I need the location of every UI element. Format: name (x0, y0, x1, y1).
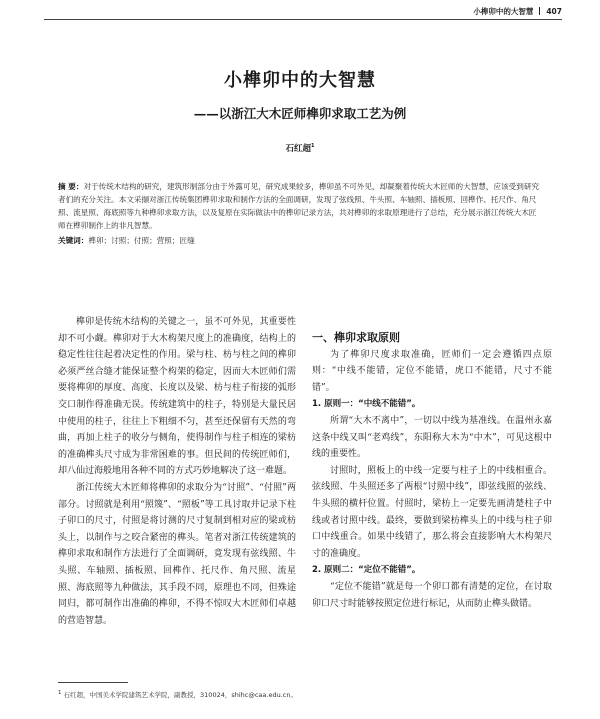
section-heading: 一、榫卯求取原则 (312, 331, 400, 344)
footnote (58, 690, 538, 699)
keywords-label: 关键词： (58, 236, 89, 245)
abstract-label: 摘 要： (58, 182, 84, 191)
abstract-text: 对于传统木结构的研究，建筑形制部分由于外露可见，研究成果较多，榫卯虽不可外见，却凝聚着传统大木匠师的大智慧，应该受到研究者们的充分关注。本文采撷对浙江传统集团榫卯求取和制作方法的全面调研，发现了弦线照、牛头照、车轴照、插板照、回榫作、托尺作、角尺照、流星照、海底照等九种榫卯求取方法，以及复原在实际做法中的榫卯记录方法，共对榫卯的求取原理进行了总结，充分展示浙江传统大木匠师在榫卯制作上的非凡智慧。 (58, 182, 540, 230)
author-line (0, 142, 600, 154)
running-head-title: 小榫卯中的大智慧 (473, 7, 534, 16)
author-name: 石红超 (285, 144, 312, 154)
body-paragraph: 为了榫卯尺度求取准确，匠师们一定会遵循四点原则：“中线不能错，定位不能错，虎口不能错，尺寸不能错”。 (312, 349, 552, 393)
body-paragraph: 所谓“大木不离中”，一切以中线为基准线。在温州永嘉这条中线又叫“老鸡线”，东阳称大木为“中木”，可见这根中线的重要性。 (312, 415, 552, 460)
keywords-text: 榫卯；讨照；付照；营照；匠缝 (88, 236, 195, 245)
footnote-rule (58, 682, 128, 683)
body-paragraph: 浙江传统大木匠师将榫卯的求取分为“讨照”、“付照”两部分。讨照就是利用“照篾”、“照板”等工具讨取并记录下柱子卯口的尺寸，付照是将讨测的尺寸复制到相对应的梁或枋头上，以制作与之咬合紧密的榫头。笔者对浙江传统建筑的榫卯求取和制作方法进行了全面调研，竟发现有弦线照、牛头照、车轴照、插板照、回榫作、托尺作、角尺照、流星照、海底照等九种做法，其手段不同，原理也不同，但殊途同归，都可制作出准确的榫卯，不得不惊叹大木匠师们卓越的营造智慧。 (58, 482, 296, 626)
left-column (58, 314, 296, 629)
paper-subtitle: ——以浙江大木匠师榫卯求取工艺为例 (193, 106, 407, 121)
keywords (58, 234, 542, 247)
abstract (58, 180, 542, 232)
right-column (312, 330, 552, 612)
running-head-separator (539, 7, 540, 15)
subsection-heading: 1. 原则一：“中线不能错”。 (312, 399, 421, 410)
author-footnote-marker: 1 (311, 143, 315, 150)
running-head (473, 6, 562, 17)
footnote-text: 石红超，中国美术学院建筑艺术学院，副教授，310024，shihc@caa.edu.cn。 (63, 691, 297, 700)
page-number: 407 (546, 7, 562, 16)
header-rule (44, 19, 562, 20)
body-paragraph: “定位不能错”就是每一个卯口都有清楚的定位，在讨取卯口尺寸时能够按照定位进行标记，从而防止榫头做错。 (312, 581, 552, 609)
body-paragraph: 讨照时，照板上的中线一定要与柱子上的中线相重合。弦线照、牛头照还多了两根“讨照中线”，即弦线照的弦线、牛头照的横杆位置。付照时，梁枋上一定要先画清楚柱子中线或者讨照中线。最终，要做到梁枋榫头上的中线与柱子卯口中线重合。如果中线错了，那么将会直接影响大木构架尺寸的准确度。 (312, 465, 552, 559)
body-paragraph: 榫卯是传统木结构的关键之一，虽不可外见，其重要性却不可小觑。榫卯对于大木构架尺度上的准确度，结构上的稳定性往往起着决定性的作用。梁与柱、枋与柱之间的榫卯必须严丝合缝才能保证整个构架的稳定，因而大木匠师们需要将榫卯的厚度、高度、长度以及梁、枋与柱子衔接的弧形交口制作得准确无误。传统建筑中的柱子，特别是大量民居中使用的柱子，往往上下粗细不匀，甚至还保留有天然的弯曲，再加上柱子的收分与侧角，使得制作与柱子相连的梁枋的准确榫头尺寸成为非常困难的事。但民间的传统匠师们，却八仙过海般地用各种不同的方式巧妙地解决了这一难题。 (58, 317, 296, 477)
subsection-heading: 2. 原则二：“定位不能错”。 (312, 565, 421, 576)
paper-title: 小榫卯中的大智慧 (224, 70, 376, 91)
footnote-marker: 1 (58, 690, 62, 696)
